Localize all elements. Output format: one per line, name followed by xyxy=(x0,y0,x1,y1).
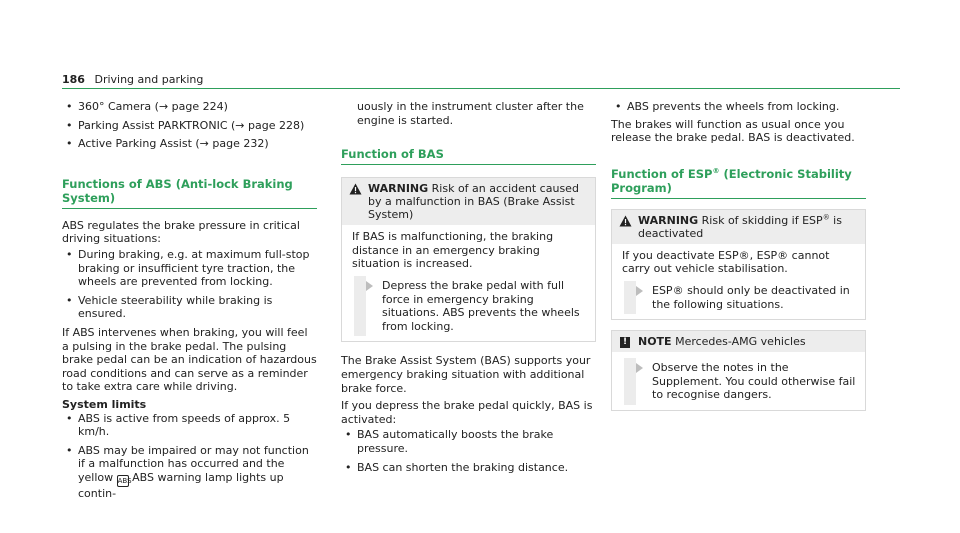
abs-section xyxy=(62,177,317,209)
list-item: • BAS automatically boosts the brake pressure. xyxy=(341,428,596,455)
list-item: • BAS can shorten the braking distance. xyxy=(341,461,596,475)
warning-header xyxy=(612,210,865,244)
warning-triangle-icon xyxy=(619,215,632,227)
warning-box xyxy=(341,177,596,342)
page-number: 186 xyxy=(62,73,85,86)
warning-action-text: Depress the brake pedal with full force in emergency braking situations. ABS prevents the wheels from locking. xyxy=(382,278,580,333)
action-bar xyxy=(624,358,636,405)
warning-triangle-icon xyxy=(349,183,362,195)
warning-header xyxy=(342,178,595,225)
note-label: NOTE xyxy=(638,335,672,349)
esp-warning-box xyxy=(611,209,866,320)
list-item: • ABS prevents the wheels from locking. xyxy=(611,100,866,114)
abs-intro: ABS regulates the brake pressure in critical driving situations: xyxy=(62,218,300,246)
warning-action xyxy=(622,284,857,311)
registered-mark: ® xyxy=(712,166,720,175)
limits-text-a: ABS may be impaired or may not function if a malfunction has occurred and the yellow xyxy=(78,443,309,484)
list-item: • Vehicle steerability while braking is ensured. xyxy=(62,294,317,321)
list-item xyxy=(62,444,317,501)
registered-mark: ® xyxy=(822,213,830,222)
bas-paragraph-1: The Brake Assist System (BAS) supports your emergency braking situation with additional brake force. xyxy=(341,354,591,395)
warning-body xyxy=(342,225,595,341)
abs-heading: Functions of ABS (Anti-lock Braking System) xyxy=(62,176,293,205)
list-item: • Parking Assist PARKTRONIC (→ page 228) xyxy=(62,119,317,133)
note-box xyxy=(611,330,866,411)
action-arrow-icon xyxy=(366,281,373,291)
warning-action-text: ESP® should only be deactivated in the following situations. xyxy=(652,283,850,311)
warning-text-a: Risk of skidding if ESP xyxy=(701,213,823,227)
note-header xyxy=(612,331,865,352)
limits-title: System limits xyxy=(62,397,147,411)
column-1 xyxy=(62,100,317,500)
esp-heading-a: Function of ESP xyxy=(611,166,713,181)
list-item: • During braking, e.g. at maximum full-stop braking or insufficient tyre traction, the wheels are prevented from locking. xyxy=(62,248,317,289)
note-text: Mercedes-AMG vehicles xyxy=(675,335,806,349)
col3-paragraph: The brakes will function as usual once you release the brake pedal. BAS is deactivated. xyxy=(611,117,855,145)
esp-section xyxy=(611,167,866,199)
heading-rule xyxy=(341,164,596,165)
warning-body xyxy=(612,244,865,319)
warning-text-b: is deactivated xyxy=(638,213,842,240)
warning-body-text: If BAS is malfunctioning, the braking distance in an emergency braking situation is increased. xyxy=(352,230,554,271)
warning-text: Risk of an accident caused by a malfunction in BAS (Brake Assist System) xyxy=(368,182,579,222)
action-bar xyxy=(624,281,636,314)
list-item: • Active Parking Assist (→ page 232) xyxy=(62,137,317,151)
note-body xyxy=(612,352,865,410)
action-arrow-icon xyxy=(636,286,643,296)
bas-paragraph-2: If you depress the brake pedal quickly, BAS is activated: xyxy=(341,399,593,426)
bas-heading: Function of BAS xyxy=(341,147,444,162)
page-header xyxy=(62,73,203,87)
esp-heading xyxy=(611,167,866,195)
abs-warning-lamp-icon: ABS xyxy=(117,476,132,485)
limits-text-b: ABS warning lamp lights up contin- xyxy=(78,470,284,500)
header-divider xyxy=(62,88,900,89)
column-3 xyxy=(611,100,866,411)
warning-action xyxy=(352,279,587,333)
warning-label: WARNING xyxy=(368,182,429,196)
heading-rule xyxy=(611,198,866,199)
list-item: • ABS is active from speeds of approx. 5 km/h. xyxy=(62,412,317,439)
warning-body-text: If you deactivate ESP®, ESP® cannot carry out vehicle stabilisation. xyxy=(622,248,830,276)
continued-text: uously in the instrument cluster after the engine is started. xyxy=(357,100,584,127)
esp-heading-b: (Electronic Stability Program) xyxy=(611,166,852,195)
list-item: • 360° Camera (→ page 224) xyxy=(62,100,317,114)
note-action-text: Observe the notes in the Supplement. You could otherwise fail to recognise dangers. xyxy=(652,361,856,402)
warning-label: WARNING xyxy=(638,213,699,227)
abs-paragraph: If ABS intervenes when braking, you will feel a pulsing in the brake pedal. The pulsing brake pedal can be an indication of hazardous road conditions and can serve as a reminder to take extra care while driving. xyxy=(62,325,317,394)
heading-rule xyxy=(62,208,317,209)
note-exclamation-icon: ! xyxy=(620,337,630,348)
action-bar xyxy=(354,276,366,336)
note-action xyxy=(622,361,857,402)
column-2 xyxy=(341,100,596,474)
bas-section xyxy=(341,147,596,165)
action-arrow-icon xyxy=(636,363,643,373)
section-title: Driving and parking xyxy=(94,73,204,86)
